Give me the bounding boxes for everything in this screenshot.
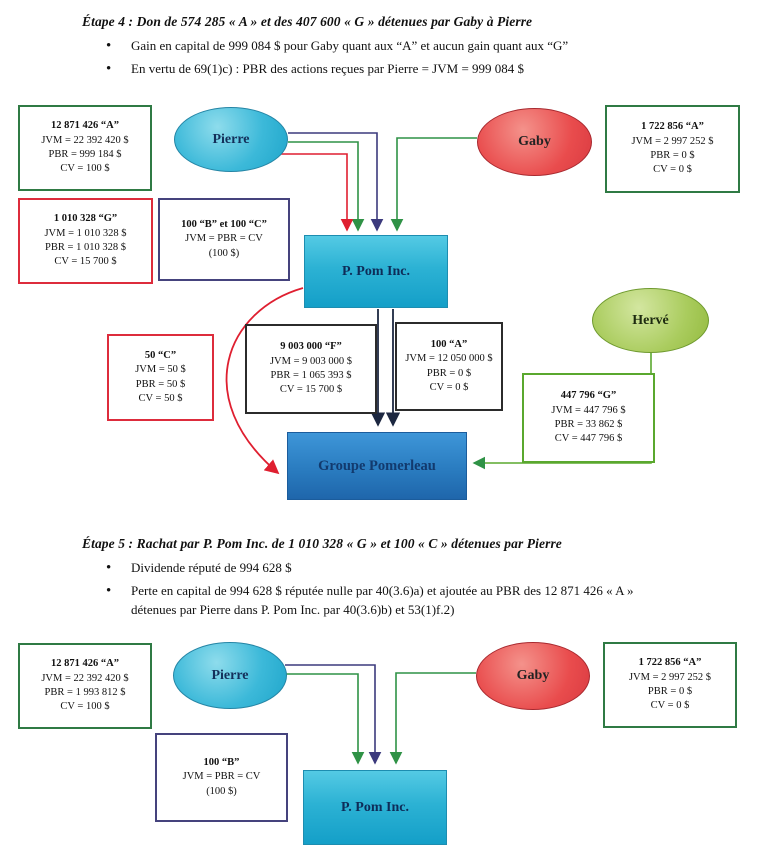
box-cv: CV = 50 $	[138, 392, 183, 404]
entity-label: Pierre	[212, 131, 250, 147]
box-jvm: JVM = 12 050 000 $	[405, 353, 493, 365]
box-title: 50 “C”	[144, 349, 177, 361]
box-title: 1 722 856 “A”	[641, 121, 704, 133]
step5-title: Étape 5 : Rachat par P. Pom Inc. de 1 010 328 « G » et 100 « C » détenues par Pierre	[82, 536, 562, 551]
entity-label: Pierre	[211, 667, 249, 683]
box-cv: CV = 100 $	[60, 701, 110, 713]
step5-bullets	[104, 559, 676, 624]
box-jvm: JVM = 9 003 000 $	[269, 355, 353, 367]
box-title: 1 010 328 “G”	[53, 213, 118, 225]
entity-label: Gaby	[516, 668, 550, 683]
arrow-pierre-ppom-green	[288, 142, 358, 230]
box-shares-50C	[107, 334, 214, 421]
entity-gaby	[477, 108, 592, 176]
box-cv: CV = 15 700 $	[54, 256, 117, 268]
box-jvm: JVM = 1 010 328 $	[44, 227, 127, 239]
arrow-pierre-ppom-navy	[288, 133, 377, 230]
box-jvm: JVM = 22 392 420 $	[41, 134, 129, 146]
box-pbr: PBR = 0 $	[426, 367, 472, 379]
box-title: 447 796 “G”	[560, 390, 617, 402]
box-shares-100B-100C	[158, 198, 290, 281]
box-cv: CV = 100 $	[60, 163, 110, 175]
box-title: 12 871 426 “A”	[51, 658, 119, 670]
box-shares-100A	[395, 322, 503, 411]
box-shares-447796G	[522, 373, 655, 463]
step5-bullet-2: • Perte en capital de 994 628 $ réputée nulle par 40(3.6)a) et ajoutée au PBR des 12 871 426 « A » détenues par Pierre dans P. Pom Inc. par 40(3.6)b) et 53(1)f.2)	[104, 582, 676, 620]
box-jvm: JVM = 447 796 $	[551, 404, 626, 416]
step4-bullets	[104, 37, 690, 83]
box-title: 100 “B” et 100 “C”	[181, 218, 267, 230]
box-pbr: PBR = 0 $	[647, 686, 693, 697]
box-amount: (100 $)	[206, 785, 237, 797]
arrow-gaby2-ppom-green	[396, 673, 476, 763]
box-jvm-pbr-cv: JVM = PBR = CV	[185, 233, 263, 245]
box-pbr: PBR = 33 862 $	[554, 419, 623, 430]
entity-pierre	[174, 107, 288, 172]
arrow-pierre2-ppom-green	[286, 674, 358, 763]
box-pbr: PBR = 0 $	[650, 150, 695, 161]
box-pbr: PBR = 1 010 328 $	[45, 242, 126, 253]
box-title: 1 722 856 “A”	[638, 657, 702, 669]
step4-bullet-1: • Gain en capital de 999 084 $ pour Gaby quant aux “A” et aucun gain quant aux “G”	[104, 37, 690, 56]
box-shares-9003000F	[245, 324, 377, 414]
box-pbr: PBR = 50 $	[135, 378, 186, 390]
arrow-pierre-ppom-red	[281, 154, 347, 230]
box-title: 100 “A”	[430, 338, 468, 350]
box-jvm: JVM = 22 392 420 $	[41, 672, 129, 684]
step5-bullet-1: • Dividende réputé de 994 628 $	[104, 559, 676, 578]
entity-label: Gaby	[518, 134, 551, 149]
arrow-pierre2-ppom-navy	[285, 665, 375, 763]
box-pbr: PBR = 1 993 812 $	[44, 687, 126, 698]
company-label: P. Pom Inc.	[342, 263, 410, 279]
company-label: Groupe Pomerleau	[318, 457, 436, 474]
entity-pierre-step5	[173, 642, 287, 709]
box-shares-1010328G	[18, 198, 153, 284]
entity-gaby-step5	[476, 642, 590, 710]
box-cv: CV = 0 $	[429, 381, 469, 393]
box-cv: CV = 15 700 $	[279, 384, 343, 396]
box-title: 12 871 426 “A”	[51, 120, 119, 132]
box5-shares-12871426A	[18, 643, 152, 729]
box-jvm: JVM = 2 997 252 $	[628, 671, 712, 683]
box-cv: CV = 0 $	[653, 164, 692, 176]
box-jvm: JVM = 2 997 252 $	[631, 135, 714, 147]
company-ppom-inc-step5	[303, 770, 447, 845]
box-shares-12871426A	[18, 105, 152, 191]
company-ppom-inc	[304, 235, 448, 308]
step4-title: Étape 4 : Don de 574 285 « A » et des 407 600 « G » détenues par Gaby à Pierre	[82, 14, 533, 29]
company-groupe-pomerleau	[287, 432, 467, 500]
box5-shares-1722856A	[603, 642, 737, 728]
box-jvm-pbr-cv: JVM = PBR = CV	[182, 771, 261, 783]
arrow-gaby-ppom-green	[397, 138, 477, 230]
entity-label: Hervé	[632, 312, 669, 328]
box-pbr: PBR = 999 184 $	[48, 149, 122, 160]
box-title: 100 “B”	[203, 756, 240, 768]
step4-bullet-2: • En vertu de 69(1)c) : PBR des actions reçues par Pierre = JVM = 999 084 $	[104, 60, 690, 79]
entity-herve	[592, 288, 709, 353]
box5-shares-100B	[155, 733, 288, 822]
box-jvm: JVM = 50 $	[135, 364, 186, 376]
box-cv: CV = 447 796 $	[554, 433, 623, 445]
box-cv: CV = 0 $	[650, 700, 690, 712]
box-shares-1722856A	[605, 105, 740, 193]
box-amount: (100 $)	[208, 247, 240, 259]
box-title: 9 003 000 “F”	[280, 341, 342, 353]
company-label: P. Pom Inc.	[341, 799, 409, 815]
box-pbr: PBR = 1 065 393 $	[270, 370, 352, 381]
